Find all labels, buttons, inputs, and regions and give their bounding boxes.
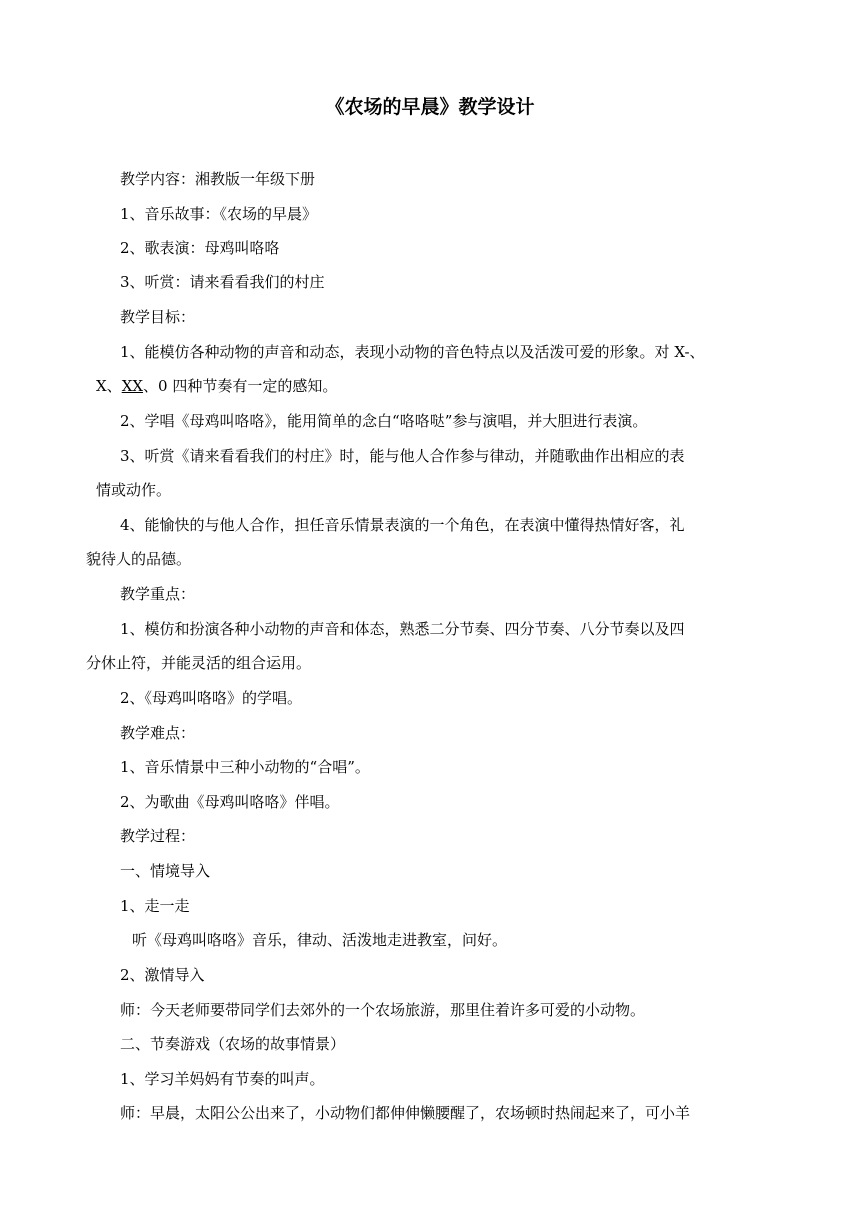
document-title: 《农场的早晨》教学设计 [325, 96, 535, 118]
goal-4-line-1: 4、能愉快的与他人合作，担任音乐情景表演的一个角色，在表演中懂得热情好客，礼 [120, 516, 685, 534]
process-section-2: 二、节奏游戏（农场的故事情景） [120, 1035, 346, 1053]
focus-1-line-1: 1、模仿和扮演各种小动物的声音和体态，熟悉二分节奏、四分节奏、八分节奏以及四 [120, 620, 685, 638]
goal-3-line-2: 情或动作。 [96, 481, 172, 499]
difficulty-2: 2、为歌曲《母鸡叫咯咯》伴唱。 [120, 793, 340, 811]
goal-2: 2、学唱《母鸡叫咯咯》，能用简单的念白“咯咯哒”参与演唱，并大胆进行表演。 [120, 412, 648, 430]
goal-1-line-2 [96, 375, 337, 397]
difficulty-label: 教学难点： [120, 724, 196, 742]
goal-3-line-1: 3、听赏《请来看看我们的村庄》时，能与他人合作参与律动，并随歌曲作出相应的表 [120, 447, 685, 465]
process-step-1-1: 1、走一走 [120, 897, 190, 915]
process-step-2-1-text: 师：早晨，太阳公公出来了，小动物们都伸伸懒腰醒了，农场顿时热闹起来了，可小羊 [120, 1104, 691, 1122]
content-item-1: 1、音乐故事：《农场的早晨》 [120, 205, 318, 223]
focus-label: 教学重点： [120, 585, 196, 603]
goals-label: 教学目标： [120, 308, 196, 326]
focus-1-line-2: 分休止符，并能灵活的组合运用。 [86, 654, 312, 672]
process-step-2-1: 1、学习羊妈妈有节奏的叫声。 [120, 1070, 325, 1088]
goal-1-text-b: 、0 四种节奏有一定的感知。 [143, 377, 338, 395]
focus-2: 2、《母鸡叫咯咯》的学唱。 [120, 689, 303, 707]
process-section-1: 一、情境导入 [120, 862, 211, 880]
goal-1-underlined-rhythm: XX [121, 377, 144, 395]
goal-4-line-2: 貌待人的品德。 [86, 550, 192, 568]
process-step-1-1-text: 听《母鸡叫咯咯》音乐，律动、活泼地走进教室，问好。 [132, 931, 508, 949]
teaching-content-label: 教学内容：湘教版一年级下册 [120, 170, 316, 188]
goal-1-line-1: 1、能模仿各种动物的声音和动态，表现小动物的音色特点以及活泼可爱的形象。对 X-、 [120, 343, 705, 361]
content-item-3: 3、听赏：请来看看我们的村庄 [120, 273, 325, 291]
process-label: 教学过程： [120, 827, 196, 845]
content-item-2: 2、歌表演：母鸡叫咯咯 [120, 239, 280, 257]
process-step-1-2-text: 师：今天老师要带同学们去郊外的一个农场旅游，那里住着许多可爱的小动物。 [120, 1001, 646, 1019]
difficulty-1: 1、音乐情景中三种小动物的“合唱”。 [120, 758, 370, 776]
process-step-1-2: 2、激情导入 [120, 966, 205, 984]
goal-1-text-a: X、 [96, 377, 122, 395]
